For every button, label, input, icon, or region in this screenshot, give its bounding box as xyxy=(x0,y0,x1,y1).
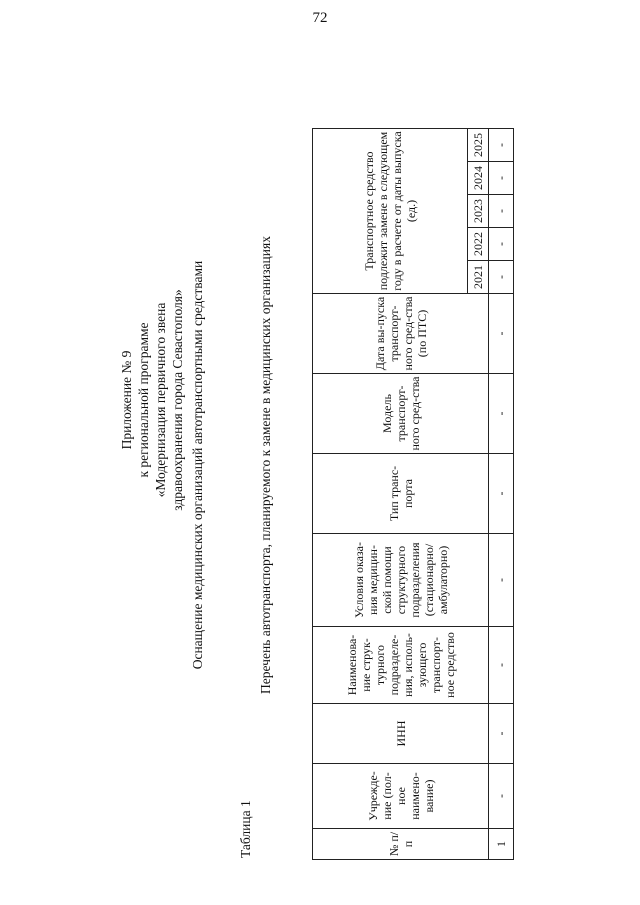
header-year-2021: 2021 xyxy=(468,261,489,294)
cell-inn: - xyxy=(489,704,514,764)
cell-type: - xyxy=(489,454,514,534)
header-release-date: Дата вы-пуска транспорт-ного сред-ства (по ПТС) xyxy=(313,294,489,374)
table-header-row xyxy=(313,129,468,860)
rotated-landscape-content xyxy=(20,70,620,860)
page-number: 72 xyxy=(312,10,328,26)
cell-release-date: - xyxy=(489,294,514,374)
list-title: Перечень автотранспорта, планируемого к замене в медицинских организациях xyxy=(258,236,273,694)
cell-num: 1 xyxy=(489,829,514,860)
table-label: Таблица 1 xyxy=(238,800,253,858)
header-replacement: Транспортное средство подлежит замене в следующем году в расчете от даты выпуска (ед.) xyxy=(313,129,468,294)
header-num: № п/п xyxy=(313,829,489,860)
transport-table xyxy=(312,128,514,860)
header-conditions: Условия оказа-ния медицин-ской помощи структурного подразделения (стационарно/ амбулаторно) xyxy=(313,534,489,627)
cell-year-2025: - xyxy=(489,129,514,162)
cell-unit: - xyxy=(489,627,514,704)
header-model: Модель транспорт-ного сред-ства xyxy=(313,374,489,454)
appendix-line-4: здравоохранения города Севастополя» xyxy=(170,289,185,511)
cell-year-2021: - xyxy=(489,261,514,294)
header-year-2023: 2023 xyxy=(468,195,489,228)
header-type: Тип транс-порта xyxy=(313,454,489,534)
header-year-2025: 2025 xyxy=(468,129,489,162)
header-year-2024: 2024 xyxy=(468,162,489,195)
header-institution: Учрежде-ние (пол-ное наимено-вание) xyxy=(313,764,489,829)
table-row xyxy=(489,129,514,860)
cell-year-2022: - xyxy=(489,228,514,261)
cell-year-2023: - xyxy=(489,195,514,228)
appendix-line-1: Приложение № 9 xyxy=(119,350,134,450)
header-year-2022: 2022 xyxy=(468,228,489,261)
section-title: Оснащение медицинских организаций автотранспортными средствами xyxy=(190,260,205,670)
appendix-line-3: «Модернизация первичного звена xyxy=(153,302,168,498)
cell-year-2024: - xyxy=(489,162,514,195)
cell-model: - xyxy=(489,374,514,454)
header-inn: ИНН xyxy=(313,704,489,764)
appendix-header xyxy=(118,100,186,700)
appendix-line-2: к региональной программе xyxy=(136,322,151,478)
cell-institution: - xyxy=(489,764,514,829)
header-unit: Наименова-ние струк-турного подразделе-ния, исполь-зующего транспорт-ное средство xyxy=(313,627,489,704)
cell-conditions: - xyxy=(489,534,514,627)
